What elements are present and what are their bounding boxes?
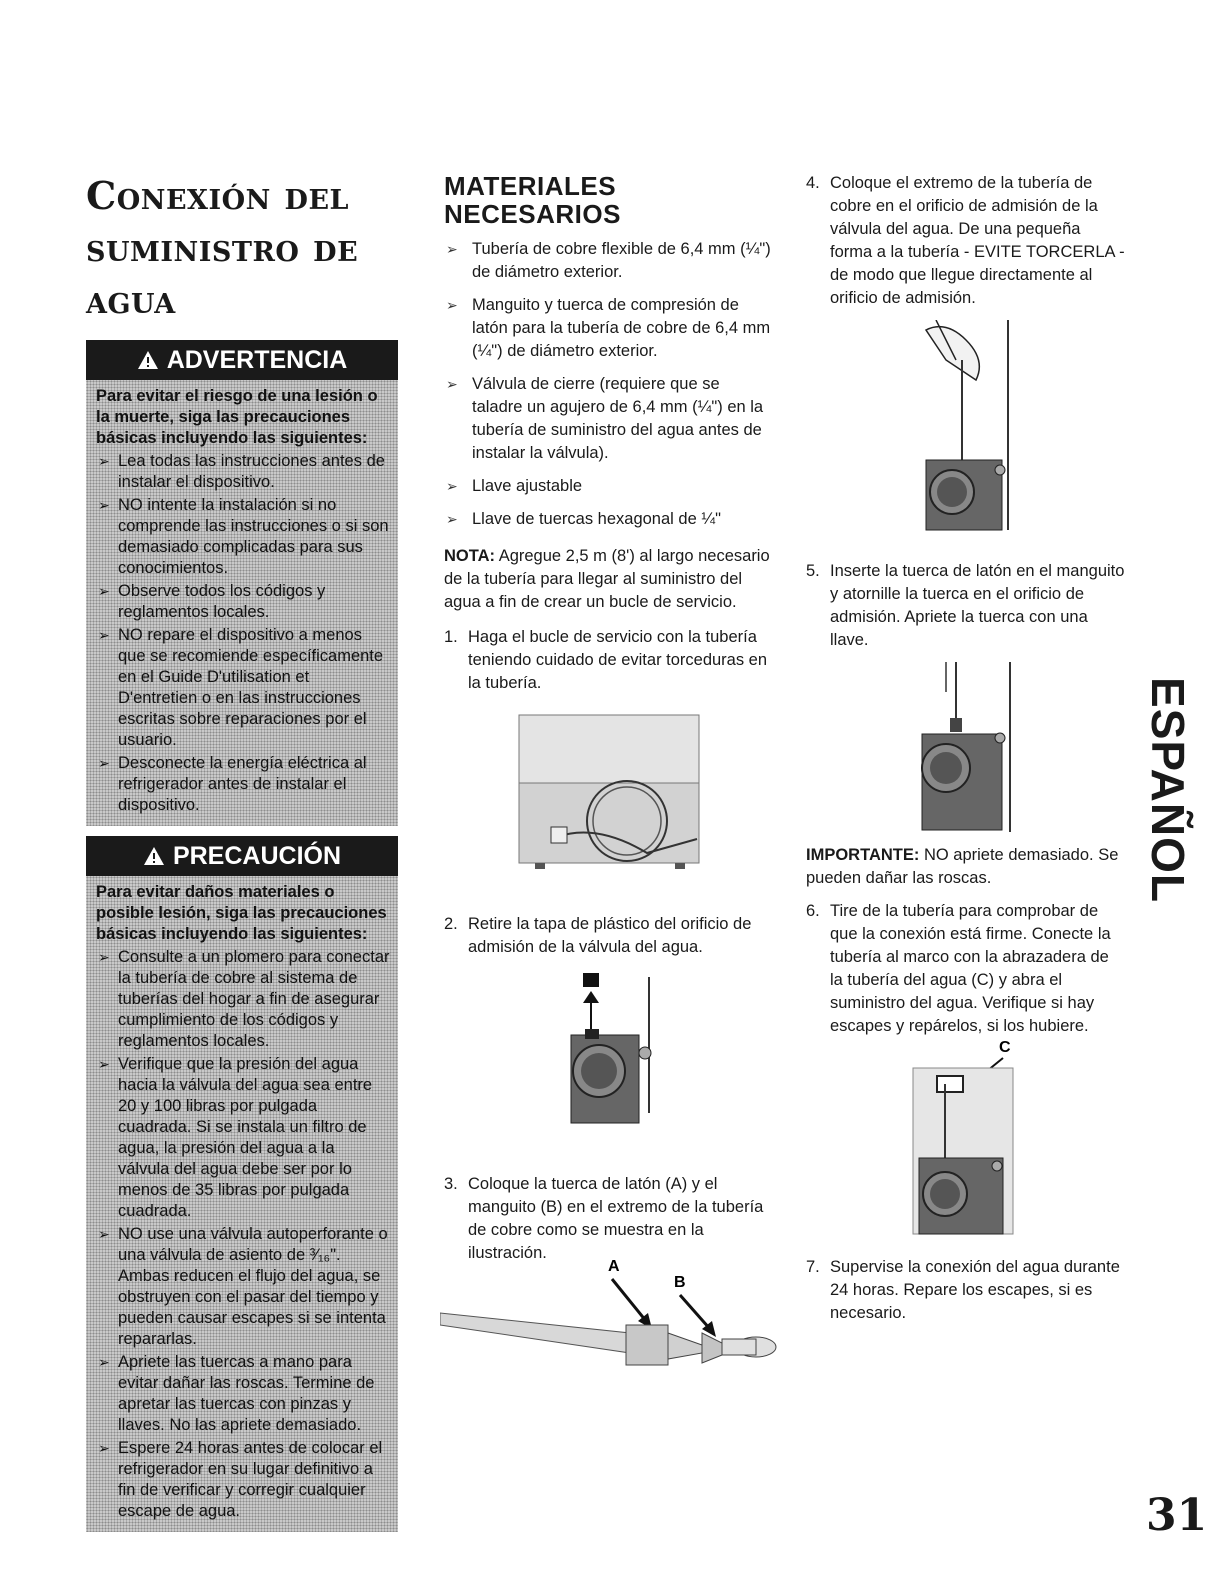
step-text: Supervise la conexión del agua durante 24 horas. Repare los escapes, si es necesario. (830, 1258, 1120, 1322)
arrow-bullet-icon: ➢ (446, 297, 458, 313)
tube-insertion-illustration (916, 320, 1016, 540)
warning-triangle-icon (143, 846, 165, 866)
language-label: ESPAÑOL (1142, 677, 1194, 903)
warning-header-label: ADVERTENCIA (166, 346, 348, 374)
middle-column (444, 172, 774, 1381)
list-item (444, 508, 774, 531)
arrow-bullet-icon: ➢ (98, 755, 110, 771)
list-item-text: Verifique que la presión del agua hacia la válvula del agua sea entre 20 y 100 libras por pulgada cuadrada. Si se instala un filtro de agua, la presión del agua a la válvula del agua debe ser por lo menos de 35 libras por pulgada cuadrada. (118, 1055, 373, 1220)
step-number: 3. (444, 1175, 458, 1193)
left-column (86, 170, 398, 1532)
step-text: Haga el bucle de servicio con la tubería teniendo cuidado de evitar torceduras en la tubería. (468, 628, 768, 692)
callout-b: B (674, 1274, 686, 1291)
step-text: Retire la tapa de plástico del orificio de admisión de la válvula del agua. (468, 915, 752, 956)
list-item (444, 373, 774, 465)
step-text: Tire de la tubería para comprobar de que la conexión está firme. Conecte la tubería al marco con la abrazadera de la tubería del agua (C) y abra el suministro del agua. Verifique si hay escapes y repárelos, si los hubiere. (830, 902, 1111, 1035)
arrow-bullet-icon: ➢ (446, 511, 458, 527)
arrow-bullet-icon: ➢ (98, 453, 110, 469)
list-item-text: Consulte a un plomero para conectar la tubería de cobre al sistema de tuberías del hogar a fin de asegurar cumplimiento de los códigos y reglamentos locales. (118, 948, 390, 1050)
callout-a: A (608, 1258, 620, 1275)
precaution-list (96, 947, 390, 1522)
step-text: Coloque la tuerca de latón (A) y el manguito (B) en el extremo de la tubería de cobre como se muestra en la ilustración. (468, 1175, 764, 1262)
step-number: 4. (806, 174, 820, 192)
list-item (96, 1054, 390, 1222)
warning-lead: Para evitar el riesgo de una lesión o la muerte, siga las precauciones básicas incluyendo las siguientes: (96, 387, 378, 447)
step-number: 1. (444, 628, 458, 646)
list-item-text: Válvula de cierre (requiere que se taladre un agujero de 6,4 mm (¼") en la tubería de suministro del agua antes de instalar la válvula). (472, 375, 764, 462)
arrow-bullet-icon: ➢ (446, 376, 458, 392)
water-valve-cap-illustration (559, 973, 659, 1133)
list-item (96, 1224, 390, 1350)
step-number: 7. (806, 1258, 820, 1276)
list-item-text: NO repare el dispositivo a menos que se recomiende específicamente en el Guide D'utilisation et D'entretien o en las instrucciones escritas sobre reparaciones por el usuario. (118, 626, 384, 749)
precaution-header (86, 836, 398, 876)
important-paragraph (806, 844, 1126, 890)
precaution-body (86, 876, 398, 1532)
list-item-text: Desconecte la energía eléctrica al refrigerador antes de instalar el dispositivo. (118, 754, 367, 814)
callout-c: C (999, 1039, 1011, 1056)
list-item (444, 294, 774, 363)
list-item-text: NO intente la instalación si no comprende las instrucciones o si son demasiado complicadas para sus conocimientos. (118, 496, 389, 577)
tube-clamp-illustration (911, 1038, 1021, 1238)
step-number: 5. (806, 562, 820, 580)
precaution-box (86, 836, 398, 1532)
note-label: NOTA: (444, 547, 496, 565)
materials-title: MATERIALES NECESARIOS (444, 171, 621, 229)
step-5 (806, 560, 1126, 652)
precaution-header-label: PRECAUCIÓN (172, 842, 342, 870)
arrow-bullet-icon: ➢ (98, 1440, 110, 1456)
page-number: 31 (1146, 1490, 1208, 1541)
list-item-text: Manguito y tuerca de compresión de latón para la tubería de cobre de 6,4 mm (¼") de diámetro exterior. (472, 296, 771, 360)
step-7 (806, 1256, 1126, 1325)
tube-nut-sleeve-illustration (440, 1251, 780, 1381)
precaution-lead: Para evitar daños materiales o posible lesión, siga las precauciones básicas incluyendo las siguientes: (96, 883, 387, 943)
note-text: Agregue 2,5 m (8') al largo necesario de la tubería para llegar al suministro del agua a fin de crear un bucle de servicio. (444, 547, 770, 611)
list-item-text: Observe todos los códigos y reglamentos locales. (118, 582, 326, 621)
page-title: Conexión del suministro de agua (86, 173, 359, 322)
list-item (96, 1438, 390, 1522)
step-1 (444, 626, 774, 695)
arrow-bullet-icon: ➢ (98, 497, 110, 513)
list-item (444, 238, 774, 284)
step-2 (444, 913, 774, 959)
list-item-text: Lea todas las instrucciones antes de instalar el dispositivo. (118, 452, 385, 491)
arrow-bullet-icon: ➢ (98, 949, 110, 965)
list-item-text: NO use una válvula autoperforante o una válvula de asiento de ³⁄₁₆". Ambas reducen el flujo del agua, se obstruyen con el pasar del tiempo y pueden causar escapes si se intenta repararlas. (118, 1225, 388, 1348)
list-item (96, 753, 390, 816)
step-text: Coloque el extremo de la tubería de cobre en el orificio de admisión de la válvula del agua. De una pequeña forma a la tubería - EVITE TORCERLA - de modo que llegue directamente al orificio de admisión. (830, 174, 1125, 307)
list-item-text: Llave ajustable (472, 477, 583, 495)
list-item (96, 947, 390, 1052)
step-6 (806, 900, 1126, 1038)
warning-body (86, 380, 398, 826)
important-label: IMPORTANTE: (806, 846, 920, 864)
arrow-bullet-icon: ➢ (446, 241, 458, 257)
list-item (444, 475, 774, 498)
list-item (96, 625, 390, 751)
list-item (96, 581, 390, 623)
list-item-text: Llave de tuercas hexagonal de ¼" (472, 510, 721, 528)
list-item-text: Apriete las tuercas a mano para evitar dañar las roscas. Termine de apretar las tuercas con pinzas y llaves. No las apriete demasiado. (118, 1353, 375, 1434)
step-3 (444, 1173, 768, 1265)
service-loop-illustration (517, 713, 701, 873)
step-number: 2. (444, 915, 458, 933)
warning-triangle-icon (137, 350, 159, 370)
arrow-bullet-icon: ➢ (98, 627, 110, 643)
list-item (96, 1352, 390, 1436)
right-column (806, 172, 1126, 1325)
list-item-text: Espere 24 horas antes de colocar el refrigerador en su lugar definitivo a fin de verificar y corregir cualquier escape de agua. (118, 1439, 383, 1520)
list-item-text: Tubería de cobre flexible de 6,4 mm (¼") de diámetro exterior. (472, 240, 771, 281)
warning-box (86, 340, 398, 826)
nut-tightening-illustration (916, 662, 1016, 832)
warning-list (96, 451, 390, 816)
arrow-bullet-icon: ➢ (98, 1354, 110, 1370)
step-text: Inserte la tuerca de latón en el manguito y atornille la tuerca en el orificio de admisión. Apriete la tuerca con una llave. (830, 562, 1125, 649)
list-item (96, 451, 390, 493)
language-side-tab (1136, 670, 1200, 910)
step-number: 6. (806, 902, 820, 920)
arrow-bullet-icon: ➢ (446, 478, 458, 494)
list-item (96, 495, 390, 579)
arrow-bullet-icon: ➢ (98, 1056, 110, 1072)
step-4 (806, 172, 1126, 310)
note-paragraph (444, 545, 774, 614)
important-text: NO apriete demasiado. Se pueden dañar las roscas. (806, 846, 1119, 887)
arrow-bullet-icon: ➢ (98, 1226, 110, 1242)
arrow-bullet-icon: ➢ (98, 583, 110, 599)
warning-header (86, 340, 398, 380)
